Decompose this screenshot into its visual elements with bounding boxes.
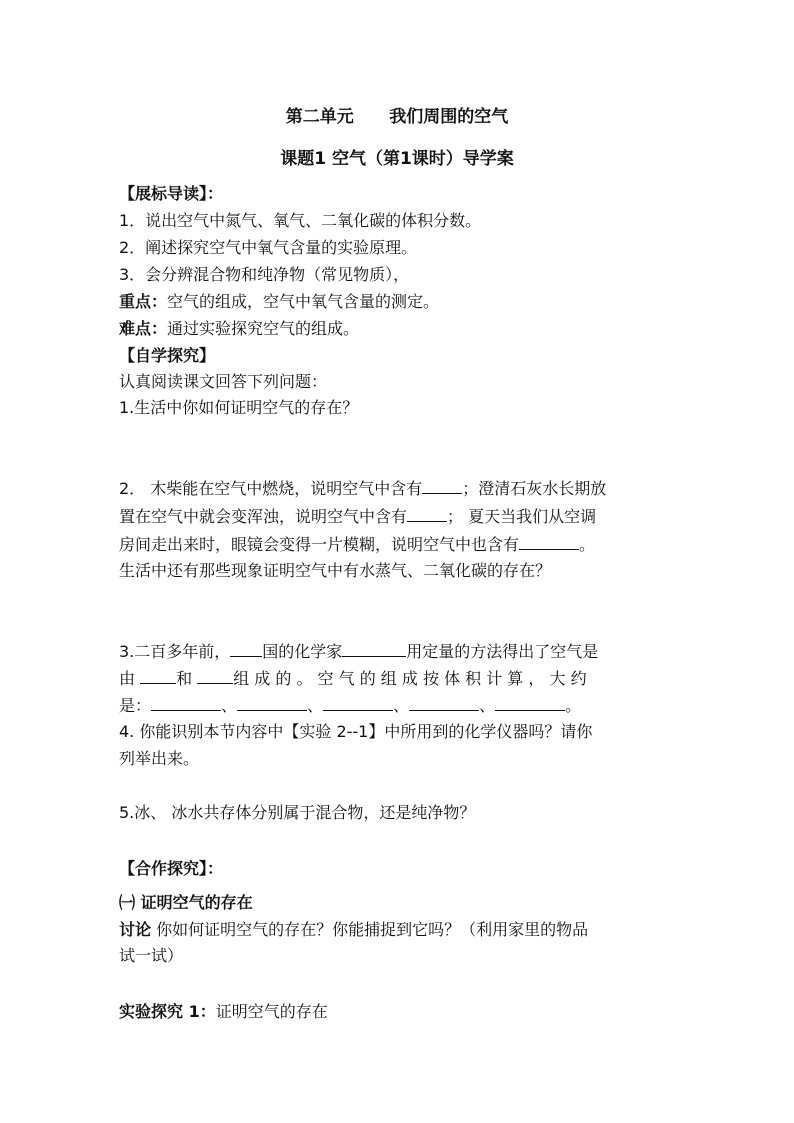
guide-header: 【展标导读】： — [119, 184, 224, 203]
key-point — [119, 292, 681, 312]
experiment-label: 实验探究 1： — [119, 1002, 216, 1021]
answer-blank[interactable] — [342, 641, 406, 657]
question-4-line-2: 列举出来。 — [119, 749, 200, 768]
cooperation-header: 【合作探究】： — [119, 859, 224, 878]
separator: 、 — [479, 696, 496, 715]
discussion-line-2: 试一试） — [119, 946, 184, 965]
discussion-text: 你如何证明空气的存在？你能捕捉到它吗？（利用家里的物品 — [151, 920, 589, 939]
goal-2: 2．阐述探究空气中氧气含量的实验原理。 — [119, 238, 418, 257]
subsection-1-title: ㈠ 证明空气的存在 — [119, 893, 253, 912]
unit-title: 第二单元 我们周围的空气 — [285, 107, 509, 127]
q2-text-d: ； 夏天当我们从空调 — [447, 507, 597, 526]
lesson-title: 课题1 空气（第1课时）导学案 — [280, 149, 514, 169]
self-study-header: 【自学探究】 — [119, 346, 216, 365]
experiment-text: 证明空气的存在 — [215, 1002, 328, 1021]
q2-text-c: 置在空气中就会变浑浊，说明空气中含有 — [119, 507, 408, 526]
answer-blank[interactable] — [407, 506, 447, 522]
question-3-line-2 — [119, 668, 681, 689]
question-5: 5.冰、 冰水共存体分别属于混合物，还是纯净物？ — [119, 803, 476, 822]
separator: 、 — [393, 696, 410, 715]
key-label: 重点： — [119, 292, 168, 311]
experiment-1 — [119, 1002, 681, 1022]
answer-blank[interactable] — [409, 695, 479, 711]
answer-blank[interactable] — [237, 695, 307, 711]
question-4-line-1: 4. 你能识别本节内容中【实验 2--1】中所用到的化学仪器吗？请你 — [119, 722, 593, 741]
difficulty — [119, 319, 681, 339]
answer-blank[interactable] — [519, 534, 579, 550]
q3-text-c: 用定量的方法得出了空气是 — [406, 642, 599, 661]
separator: 、 — [221, 696, 238, 715]
period: 。 — [565, 696, 582, 715]
answer-blank[interactable] — [151, 695, 221, 711]
difficulty-label: 难点： — [119, 319, 168, 338]
answer-blank[interactable] — [323, 695, 393, 711]
answer-blank[interactable] — [495, 695, 565, 711]
key-text: 空气的组成，空气中氧气含量的测定。 — [167, 292, 440, 311]
q2-text-a: 2． 木柴能在空气中燃烧，说明空气中含有 — [119, 479, 423, 498]
question-2-line-4: 生活中还有那些现象证明空气中有水蒸气、二氧化碳的存在？ — [119, 561, 552, 580]
q3-text-b: 国的化学家 — [262, 642, 343, 661]
difficulty-text: 通过实验探究空气的组成。 — [167, 319, 360, 338]
q2-text-f: 。 — [579, 535, 596, 554]
question-3-line-3 — [119, 695, 681, 716]
answer-blank[interactable] — [230, 641, 262, 657]
instruction: 认真阅读课文回答下列问题： — [119, 372, 328, 391]
discussion-label: 讨论 — [119, 920, 152, 939]
goal-1: 1．说出空气中氮气、氧气、二氧化碳的体积分数。 — [119, 211, 482, 230]
answer-blank[interactable] — [140, 668, 176, 684]
answer-blank[interactable] — [197, 668, 233, 684]
discussion — [119, 920, 681, 940]
q3-text-e: 和 — [176, 669, 198, 688]
question-3-line-1 — [119, 641, 681, 662]
q3-text-a: 3.二百多年前， — [119, 642, 231, 661]
question-2-line-1 — [119, 478, 681, 499]
question-2-line-2 — [119, 506, 681, 527]
q2-text-e: 房间走出来时，眼镜会变得一片模糊，说明空气中也含有 — [119, 535, 520, 554]
q2-text-b: ；澄清石灰水长期放 — [462, 479, 607, 498]
separator: 、 — [307, 696, 324, 715]
q3-text-g: 是： — [119, 696, 152, 715]
q3-text-f: 组 成 的 。 空 气 的 组 成 按 体 积 计 算 ， 大 约 — [233, 669, 587, 688]
question-1: 1.生活中你如何证明空气的存在？ — [119, 398, 359, 417]
goal-3: 3．会分辨混合物和纯净物（常见物质）， — [119, 265, 410, 284]
question-2-line-3 — [119, 534, 681, 555]
answer-blank[interactable] — [422, 478, 462, 494]
q3-text-d: 由 — [119, 669, 141, 688]
